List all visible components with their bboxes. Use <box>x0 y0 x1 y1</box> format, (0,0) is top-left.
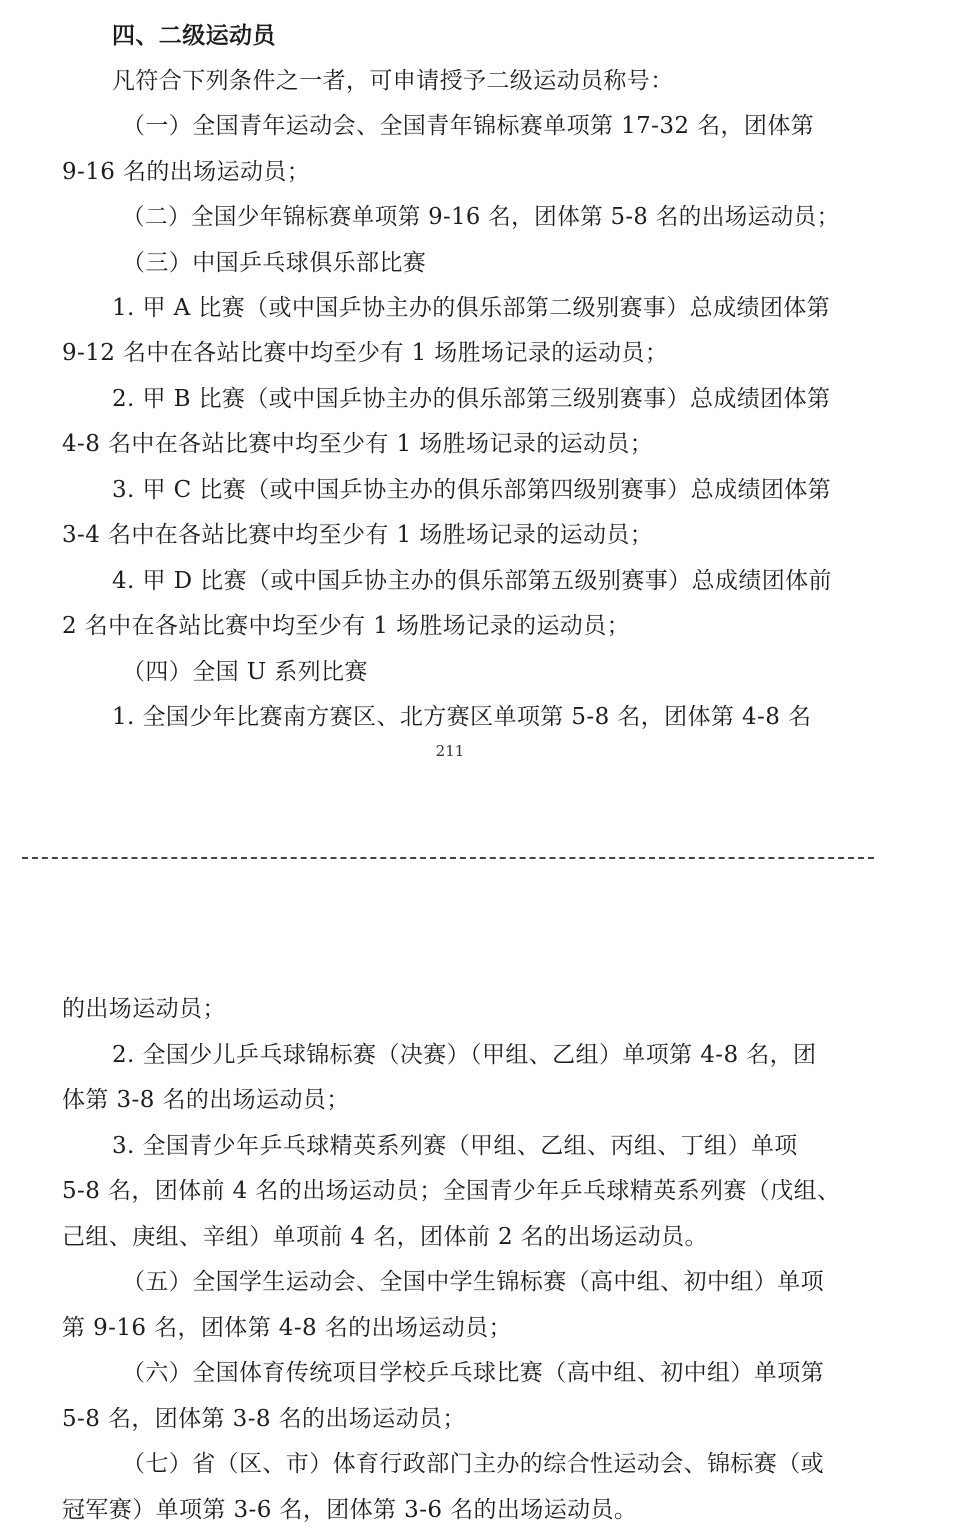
paragraph-line: 1. 全国少年比赛南方赛区、北方赛区单项第 5-8 名，团体第 4-8 名 <box>112 704 812 730</box>
paragraph-line: （三）中国乒乓球俱乐部比赛 <box>122 250 427 276</box>
paragraph-line: 1. 甲 A 比赛（或中国乒协主办的俱乐部第二级别赛事）总成绩团体第 <box>112 295 831 321</box>
section-heading: 四、二级运动员 <box>112 23 276 49</box>
paragraph-line: （一）全国青年运动会、全国青年锦标赛单项第 17-32 名，团体第 <box>122 113 815 139</box>
paragraph-line: 4-8 名中在各站比赛中均至少有 1 场胜场记录的运动员； <box>62 431 654 457</box>
paragraph-line: 9-12 名中在各站比赛中均至少有 1 场胜场记录的运动员； <box>62 340 669 366</box>
paragraph-line: 2 名中在各站比赛中均至少有 1 场胜场记录的运动员； <box>62 613 630 639</box>
paragraph-line: （六）全国体育传统项目学校乒乓球比赛（高中组、初中组）单项第 <box>122 1360 824 1386</box>
paragraph-line: （四）全国 U 系列比赛 <box>122 659 368 685</box>
paragraph-line: （五）全国学生运动会、全国中学生锦标赛（高中组、初中组）单项 <box>122 1269 824 1295</box>
paragraph-line: 第 9-16 名，团体第 4-8 名的出场运动员； <box>62 1315 512 1341</box>
paragraph-line: 体第 3-8 名的出场运动员； <box>62 1087 350 1113</box>
paragraph-line: 3. 全国青少年乒乓球精英系列赛（甲组、乙组、丙组、丁组）单项 <box>112 1133 798 1159</box>
paragraph-line: 9-16 名的出场运动员； <box>62 159 311 185</box>
paragraph-line: 3. 甲 C 比赛（或中国乒协主办的俱乐部第四级别赛事）总成绩团体第 <box>112 477 832 503</box>
paragraph-line: 己组、庚组、辛组）单项前 4 名，团体前 2 名的出场运动员。 <box>62 1224 708 1250</box>
paragraph-line: 2. 全国少儿乒乓球锦标赛（决赛）（甲组、乙组）单项第 4-8 名，团 <box>112 1042 817 1068</box>
paragraph-line: 5-8 名，团体前 4 名的出场运动员；全国青少年乒乓球精英系列赛（戊组、 <box>62 1178 841 1204</box>
paragraph-line: 冠军赛）单项第 3-6 名，团体第 3-6 名的出场运动员。 <box>62 1497 638 1523</box>
paragraph-line: 的出场运动员； <box>62 996 226 1022</box>
paragraph-line: 3-4 名中在各站比赛中均至少有 1 场胜场记录的运动员； <box>62 522 654 548</box>
page-break-divider <box>22 857 874 859</box>
paragraph-line: （七）省（区、市）体育行政部门主办的综合性运动会、锦标赛（或 <box>122 1451 824 1477</box>
paragraph-line: 5-8 名，团体第 3-8 名的出场运动员； <box>62 1406 466 1432</box>
paragraph-line: （二）全国少年锦标赛单项第 9-16 名，团体第 5-8 名的出场运动员； <box>122 204 840 230</box>
paragraph-line: 2. 甲 B 比赛（或中国乒协主办的俱乐部第三级别赛事）总成绩团体第 <box>112 386 831 412</box>
paragraph-line: 4. 甲 D 比赛（或中国乒协主办的俱乐部第五级别赛事）总成绩团体前 <box>112 568 832 594</box>
paragraph-line: 凡符合下列条件之一者，可申请授予二级运动员称号： <box>112 68 674 94</box>
page-number: 211 <box>435 742 465 760</box>
